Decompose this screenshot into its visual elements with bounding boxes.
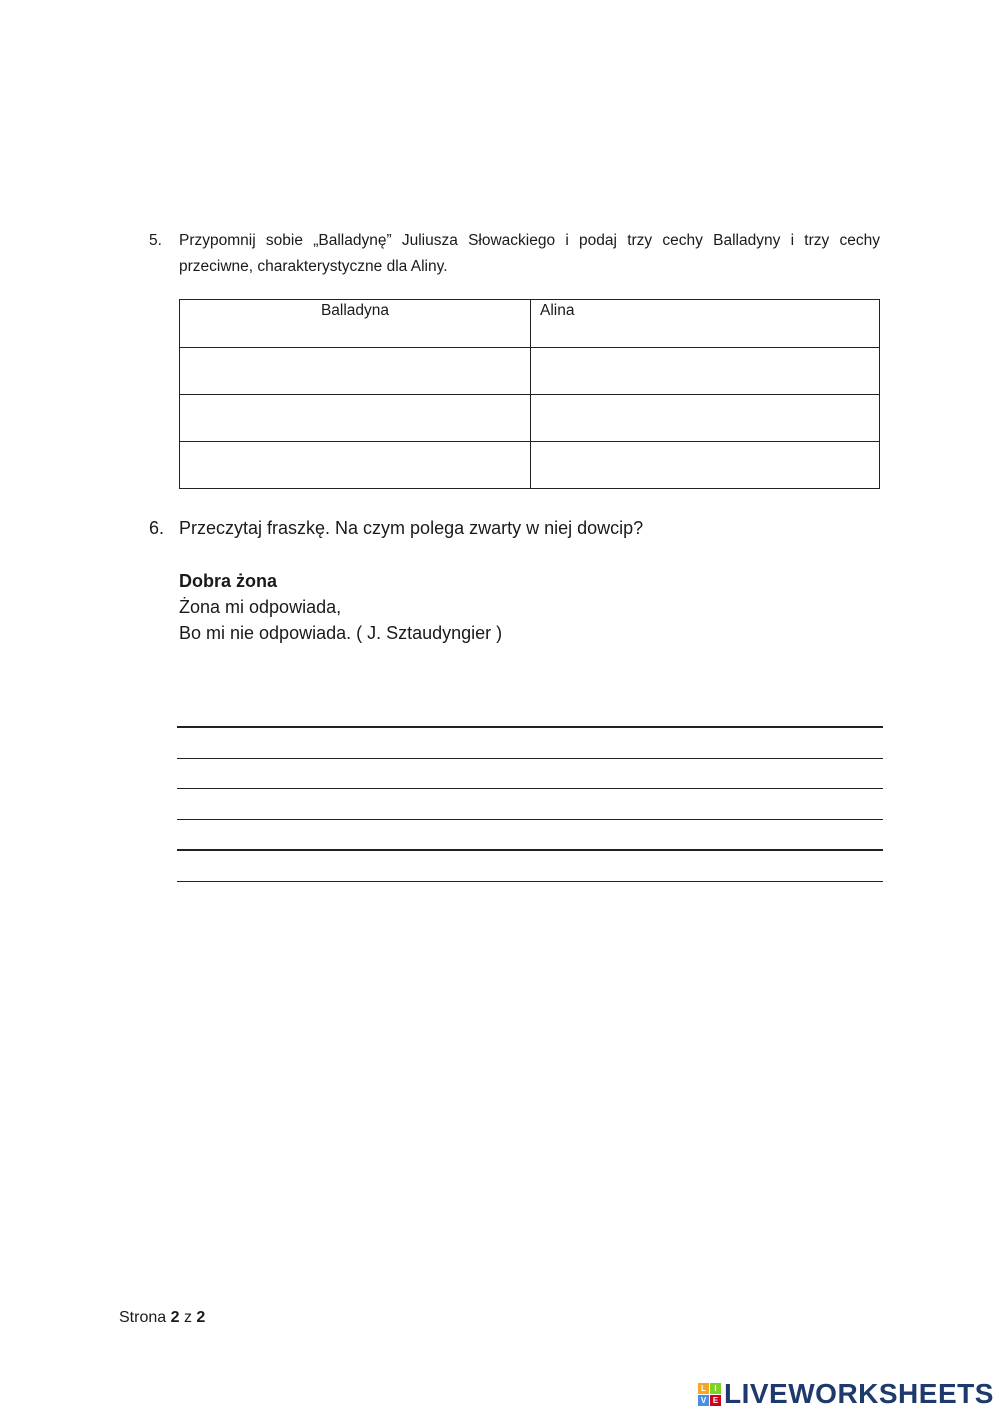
page-footer	[119, 1309, 205, 1327]
footer-total-pages: 2	[196, 1309, 206, 1326]
logo-tile: V	[698, 1395, 709, 1406]
liveworksheets-logo-icon	[698, 1383, 721, 1406]
answer-line[interactable]	[177, 819, 883, 820]
question-number: 5.	[149, 232, 162, 249]
answer-cell[interactable]	[531, 442, 880, 489]
answer-line[interactable]	[177, 726, 883, 728]
logo-tile: I	[710, 1383, 721, 1394]
table-row	[180, 442, 880, 489]
header-cell-balladyna	[180, 300, 531, 348]
footer-current-page: 2	[170, 1309, 180, 1326]
logo-tile: E	[710, 1395, 721, 1406]
table-header-row	[180, 300, 880, 348]
poem-line: Bo mi nie odpowiada. ( J. Sztaudyngier )	[179, 623, 503, 643]
answer-cell[interactable]	[180, 348, 531, 395]
answer-line[interactable]	[177, 881, 883, 882]
poem-line: Żona mi odpowiada,	[179, 597, 342, 617]
answer-cell[interactable]	[531, 348, 880, 395]
header-label: Balladyna	[320, 302, 390, 319]
header-cell-alina	[531, 300, 880, 348]
answer-cell[interactable]	[180, 395, 531, 442]
header-label: Alina	[540, 302, 575, 319]
poem	[179, 568, 502, 646]
footer-prefix: Strona	[119, 1309, 167, 1326]
question-text: Przeczytaj fraszkę. Na czym polega zwarty w niej dowcip?	[179, 518, 644, 538]
answer-line[interactable]	[177, 758, 883, 759]
table-row	[180, 348, 880, 395]
answer-cell[interactable]	[180, 442, 531, 489]
comparison-table	[179, 299, 880, 489]
poem-title: Dobra żona	[179, 571, 278, 591]
answer-line[interactable]	[177, 849, 883, 851]
liveworksheets-brand	[698, 1378, 994, 1410]
logo-tile: L	[698, 1383, 709, 1394]
brand-name: LIVEWORKSHEETS	[724, 1378, 994, 1409]
table-row	[180, 395, 880, 442]
question-number: 6.	[149, 518, 165, 538]
footer-separator: z	[183, 1309, 192, 1326]
answer-line[interactable]	[177, 788, 883, 789]
answer-cell[interactable]	[531, 395, 880, 442]
question-text: Przypomnij sobie „Balladynę” Juliusza Słowackiego i podaj trzy cechy Balladyny i trzy cechy przeciwne, charakterystyczne dla Aliny.	[179, 232, 880, 275]
